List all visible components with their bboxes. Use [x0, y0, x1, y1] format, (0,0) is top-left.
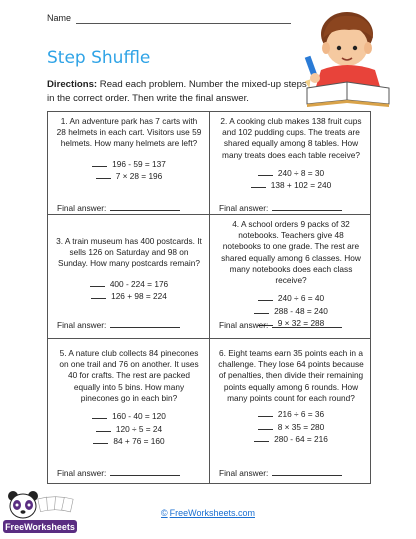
step-text: 84 + 76 = 160	[113, 436, 165, 447]
step-number-blank[interactable]	[258, 167, 273, 176]
step-item	[56, 423, 202, 436]
step-number-blank[interactable]	[93, 435, 108, 444]
footer-link[interactable]	[0, 508, 416, 518]
step-number-blank[interactable]	[258, 408, 273, 417]
step-text: 240 ÷ 8 = 30	[277, 167, 325, 178]
problem-6	[210, 348, 372, 482]
final-answer-blank[interactable]	[272, 204, 342, 211]
step-item	[218, 292, 364, 305]
step-number-blank[interactable]	[92, 158, 107, 167]
final-answer-label: Final answer:	[57, 468, 107, 478]
step-list	[218, 167, 364, 192]
final-answer	[219, 203, 342, 213]
step-number-blank[interactable]	[90, 278, 105, 287]
problem-text: 5. A nature club collects 84 pinecones on one trail and 76 on another. It uses 40 for crafts. The rest are packed equally into 5 bins. How many pinecones go in each bin?	[59, 348, 199, 403]
final-answer-blank[interactable]	[110, 204, 180, 211]
problem-3	[48, 236, 210, 346]
directions-text: Read each problem. Number the mixed-up steps in the correct order. Then write the final answer.	[47, 79, 307, 104]
name-label: Name	[47, 13, 72, 23]
problem-text: 2. A cooking club makes 138 fruit cups and 102 pudding cups. The treats are shared equally among 8 tables. How many treats does each table receive?	[220, 116, 362, 160]
final-answer	[219, 320, 342, 330]
step-item	[56, 410, 202, 423]
step-text: 9 × 32 = 288	[277, 318, 325, 329]
step-text: 288 - 48 = 240	[274, 305, 328, 316]
step-text: 400 - 224 = 176	[109, 278, 169, 289]
step-list	[56, 410, 202, 448]
final-answer	[57, 320, 180, 330]
step-number-blank[interactable]	[258, 292, 273, 301]
final-answer	[57, 203, 180, 213]
final-answer	[57, 468, 180, 478]
problem-text: 1. An adventure park has 7 carts with 28 helmets in each cart. Visitors use 59 helmets. How many helmets are left?	[56, 116, 202, 149]
step-item	[56, 435, 202, 448]
step-number-blank[interactable]	[92, 410, 107, 419]
problem-grid	[47, 111, 371, 484]
step-number-blank[interactable]	[251, 179, 266, 188]
step-text: 138 + 102 = 240	[270, 180, 332, 191]
final-answer-blank[interactable]	[272, 469, 342, 476]
step-list	[56, 158, 202, 183]
grid-divider-row1	[48, 214, 370, 215]
step-item	[218, 421, 364, 434]
step-item	[56, 170, 202, 183]
step-item	[56, 290, 202, 303]
step-item	[218, 179, 364, 192]
step-text: 216 ÷ 6 = 36	[277, 409, 325, 420]
problem-2	[210, 116, 372, 214]
step-item	[218, 305, 364, 318]
step-list	[56, 278, 202, 303]
step-item	[218, 408, 364, 421]
footer-link-text[interactable]: FreeWorksheets.com	[169, 508, 255, 518]
problem-text: 6. Eight teams earn 35 points each in a challenge. They lose 64 points because of penalties, then divide their remaining points equally among 6 rounds. How many points count for each round?	[218, 348, 364, 403]
step-number-blank[interactable]	[254, 433, 269, 442]
step-text: 126 + 98 = 224	[111, 291, 167, 302]
directions-label: Directions:	[47, 79, 98, 90]
step-text: 280 - 64 = 216	[274, 434, 328, 445]
step-text: 120 ÷ 5 = 24	[115, 423, 163, 434]
step-number-blank[interactable]	[258, 421, 273, 430]
boy-reading-illustration	[293, 8, 398, 108]
name-line[interactable]	[76, 23, 291, 24]
problem-text: 3. A train museum has 400 postcards. It sells 126 on Saturday and 98 on Sunday. How many postcards remain?	[56, 236, 202, 269]
step-item	[56, 278, 202, 291]
step-text: 240 ÷ 6 = 40	[277, 293, 325, 304]
step-number-blank[interactable]	[96, 423, 111, 432]
page-title: Step Shuffle	[47, 48, 151, 68]
problem-1	[48, 116, 210, 214]
final-answer-label: Final answer:	[219, 203, 269, 213]
final-answer-blank[interactable]	[272, 321, 342, 328]
step-number-blank[interactable]	[96, 170, 111, 179]
final-answer-blank[interactable]	[110, 321, 180, 328]
step-item	[218, 433, 364, 446]
step-number-blank[interactable]	[254, 305, 269, 314]
final-answer-label: Final answer:	[57, 203, 107, 213]
step-item	[56, 158, 202, 171]
step-number-blank[interactable]	[91, 290, 106, 299]
problem-5	[48, 348, 210, 482]
step-text: 196 - 59 = 137	[112, 158, 166, 169]
step-list	[218, 408, 364, 446]
final-answer-label: Final answer:	[57, 320, 107, 330]
directions	[47, 78, 307, 105]
final-answer-label: Final answer:	[219, 468, 269, 478]
problem-text: 4. A school orders 9 packs of 32 notebooks. Teachers give 48 notebooks to one grade. The rest are shared equally among 6 classes. How many notebooks does each class receive?	[221, 219, 361, 286]
step-text: 160 - 40 = 120	[112, 411, 166, 422]
logo-wordmark: FreeWorksheets	[5, 522, 75, 532]
step-item	[218, 167, 364, 180]
problem-4	[210, 219, 372, 334]
step-text: 7 × 28 = 196	[115, 171, 163, 182]
final-answer-label: Final answer:	[219, 320, 269, 330]
final-answer	[219, 468, 342, 478]
step-text: 8 × 35 = 280	[277, 421, 325, 432]
copyright-symbol: ©	[161, 508, 168, 518]
final-answer-blank[interactable]	[110, 469, 180, 476]
